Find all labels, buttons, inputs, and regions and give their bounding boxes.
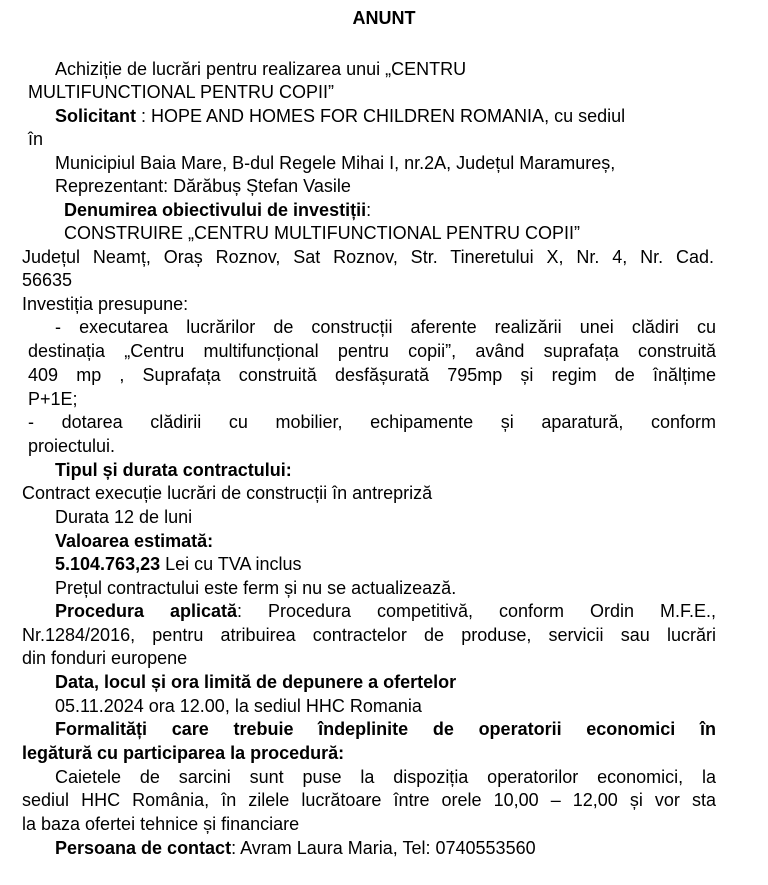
procedure-label: Procedura aplicată xyxy=(55,601,238,621)
document-title: ANUNT xyxy=(352,8,416,28)
solicitant-text-2: în xyxy=(28,129,44,149)
deadline-text: 05.11.2024 ora 12.00, la sediul HHC Romania xyxy=(55,696,422,716)
deadline-label: Data, locul și ora limită de depunere a ofertelor xyxy=(55,672,457,692)
solicitant-text: : HOPE AND HOMES FOR CHILDREN ROMANIA, cu sediul xyxy=(136,106,626,126)
objective-label-suffix: : xyxy=(366,200,372,220)
investment-item-1-line-2: destinația „Centru multifuncțional pentru copii”, având suprafața construită xyxy=(28,341,716,361)
value-amount-suffix: Lei cu TVA inclus xyxy=(160,554,302,574)
formalities-label-2: legătură cu participarea la procedură: xyxy=(22,743,345,763)
value-label: Valoarea estimată: xyxy=(55,531,214,551)
formalities-text-3: la baza ofertei tehnice și financiare xyxy=(22,814,300,834)
objective-location-1: Județul Neamț, Oraș Roznov, Sat Roznov, Str. Tineretului X, Nr. 4, Nr. Cad. xyxy=(22,247,714,267)
value-amount-line xyxy=(55,553,302,576)
procedure-line-3: din fonduri europene xyxy=(22,648,188,668)
investment-item-1-line-3: 409 mp , Suprafața construită desfășurată 795mp și regim de înălțime xyxy=(28,365,716,385)
contract-type: Contract execuție lucrări de construcții în antrepriză xyxy=(22,483,433,503)
investment-item-1-line-4: P+1E; xyxy=(28,389,78,409)
investment-item-1-line-1: - executarea lucrărilor de construcții aferente realizării unei clădiri cu xyxy=(55,317,716,337)
formalities-label-1: Formalități care trebuie îndeplinite de operatorii economici în xyxy=(55,719,716,739)
intro-line-2: MULTIFUNCTIONAL PENTRU COPII” xyxy=(28,82,335,102)
contract-duration: Durata 12 de luni xyxy=(55,507,193,527)
contact-text: : Avram Laura Maria, Tel: 0740553560 xyxy=(231,838,536,858)
procedure-text-1: : Procedura competitivă, conform Ordin M.F.E., xyxy=(237,601,716,621)
solicitant-line xyxy=(55,105,625,128)
objective-name: CONSTRUIRE „CENTRU MULTIFUNCTIONAL PENTRU COPII” xyxy=(64,223,581,243)
intro-line-1: Achiziție de lucrări pentru realizarea unui „CENTRU xyxy=(55,59,467,79)
solicitant-representative: Reprezentant: Dărăbuș Ștefan Vasile xyxy=(55,176,351,196)
formalities-text-1: Caietele de sarcini sunt puse la dispoziția operatorilor economici, la xyxy=(55,767,716,787)
procedure-line-2: Nr.1284/2016, pentru atribuirea contractelor de produse, servicii sau lucrări xyxy=(22,625,716,645)
formalities-text-2: sediul HHC România, în zilele lucrătoare între orele 10,00 – 12,00 și vor sta xyxy=(22,790,716,810)
solicitant-address: Municipiul Baia Mare, B-dul Regele Mihai I, nr.2A, Județul Maramureș, xyxy=(55,153,616,173)
procedure-line-1 xyxy=(55,600,716,623)
value-amount: 5.104.763,23 xyxy=(55,554,161,574)
investment-item-2-line-1: - dotarea clădirii cu mobilier, echipamente și aparatură, conform xyxy=(28,412,716,432)
investment-item-2-line-2: proiectului. xyxy=(28,436,116,456)
solicitant-label: Solicitant xyxy=(55,106,137,126)
contact-label: Persoana de contact xyxy=(55,838,232,858)
contact-line xyxy=(55,837,536,860)
objective-label: Denumirea obiectivului de investiții xyxy=(64,200,367,220)
objective-heading xyxy=(64,199,371,222)
value-price-note: Prețul contractului este ferm și nu se actualizează. xyxy=(55,578,457,598)
investment-heading: Investiția presupune: xyxy=(22,294,189,314)
objective-location-2: 56635 xyxy=(22,270,73,290)
contract-label: Tipul și durata contractului: xyxy=(55,460,292,480)
